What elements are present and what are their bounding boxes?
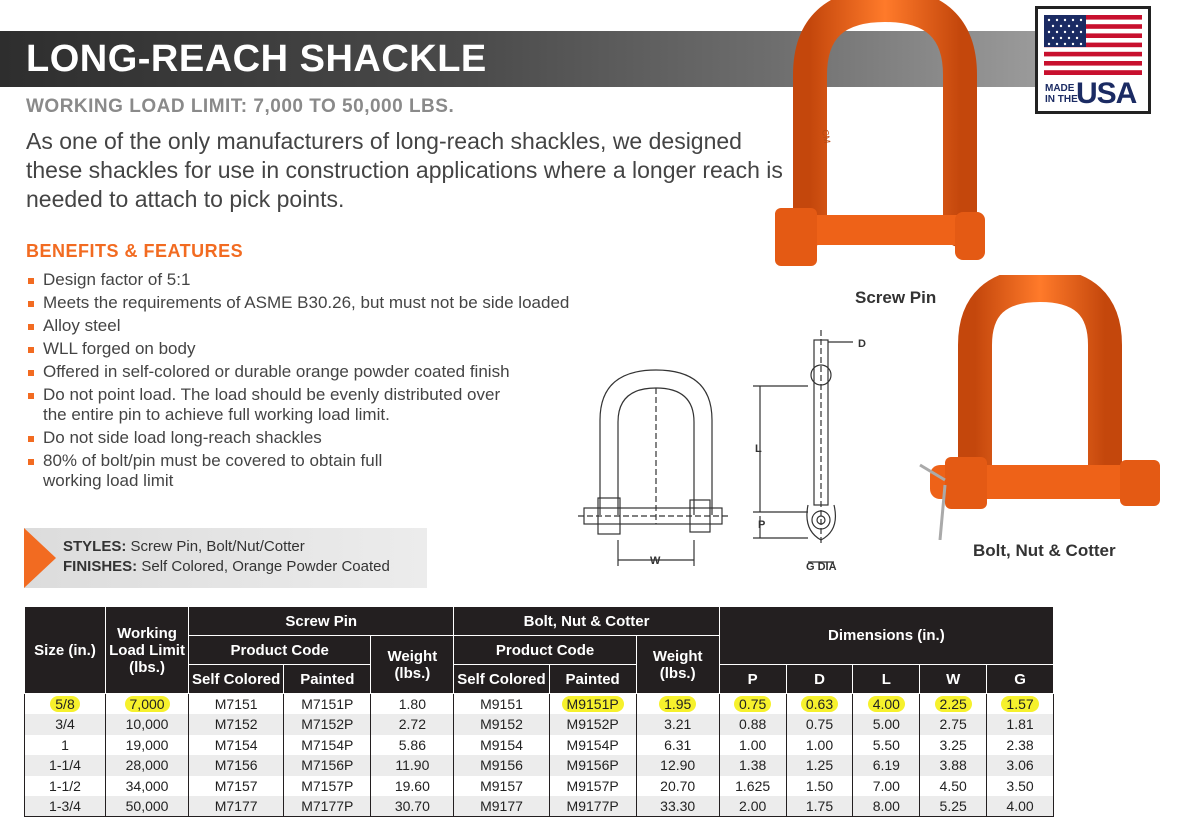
cell-value: 1.80 bbox=[398, 696, 426, 712]
col-g: G bbox=[987, 665, 1054, 694]
cell-value: 4.00 bbox=[1006, 798, 1034, 814]
table-cell-b-painted bbox=[549, 714, 636, 735]
cell-value: 1.50 bbox=[805, 777, 834, 794]
table-cell-p bbox=[719, 714, 786, 735]
table-row bbox=[25, 714, 1054, 735]
col-p: P bbox=[719, 665, 786, 694]
usa-label: USA bbox=[1076, 77, 1137, 110]
bolt-nut-cotter-shackle-image bbox=[915, 275, 1170, 540]
table-cell-d bbox=[786, 776, 853, 797]
table-cell-size bbox=[25, 694, 106, 715]
table-cell-sp-weight bbox=[371, 735, 454, 756]
list-item: Alloy steel bbox=[26, 316, 626, 336]
cell-value: 12.90 bbox=[660, 757, 696, 774]
table-cell-size bbox=[25, 714, 106, 735]
list-item: Design factor of 5:1 bbox=[26, 270, 626, 290]
table-cell-l bbox=[853, 776, 920, 797]
diagram-label-g: G DIA bbox=[806, 561, 837, 573]
col-group-dimensions: Dimensions (in.) bbox=[719, 607, 1053, 665]
cell-value: 10,000 bbox=[125, 716, 169, 733]
screw-pin-shackle-image bbox=[770, 0, 1000, 275]
table-cell-b-painted bbox=[549, 776, 636, 797]
col-group-bolt: Bolt, Nut & Cotter bbox=[454, 607, 719, 636]
cell-value: 1-1/2 bbox=[49, 777, 81, 794]
table-cell-wll bbox=[106, 776, 189, 797]
table-cell-b-painted bbox=[549, 694, 636, 715]
cell-value: M7156 bbox=[214, 757, 258, 774]
table-cell-g bbox=[987, 796, 1054, 817]
benefits-list bbox=[26, 270, 626, 494]
table-cell-sp-painted bbox=[284, 735, 371, 756]
cell-value: M9177 bbox=[480, 798, 523, 814]
diagram-label-w: W bbox=[650, 555, 661, 567]
table-cell-d bbox=[786, 735, 853, 756]
cell-value: 1.00 bbox=[805, 736, 834, 753]
table-row bbox=[25, 755, 1054, 776]
table-row bbox=[25, 694, 1054, 715]
cell-value: M9156 bbox=[480, 757, 523, 774]
col-b-product-code: Product Code bbox=[454, 636, 636, 665]
table-cell-d bbox=[786, 755, 853, 776]
col-d: D bbox=[786, 665, 853, 694]
col-group-screw-pin: Screw Pin bbox=[189, 607, 454, 636]
table-cell-sp-painted bbox=[284, 796, 371, 817]
cell-value: 1.25 bbox=[805, 757, 834, 774]
diagram-label-d: D bbox=[858, 338, 866, 350]
table-cell-g bbox=[987, 735, 1054, 756]
cell-value: 0.88 bbox=[739, 716, 767, 733]
highlighted-value: 4.00 bbox=[868, 696, 905, 712]
table-cell-p bbox=[719, 735, 786, 756]
cell-value: 6.31 bbox=[664, 736, 692, 753]
table-cell-d bbox=[786, 694, 853, 715]
cell-value: 6.19 bbox=[872, 757, 900, 774]
table-cell-p bbox=[719, 694, 786, 715]
cell-value: 1.81 bbox=[1006, 716, 1034, 733]
table-cell-g bbox=[987, 714, 1054, 735]
table-cell-sp-weight bbox=[371, 714, 454, 735]
table-cell-wll bbox=[106, 755, 189, 776]
finishes-line: FINISHES: Self Colored, Orange Powder Coated bbox=[63, 558, 390, 575]
cell-value: 2.00 bbox=[739, 798, 767, 814]
col-b-painted: Painted bbox=[549, 665, 636, 694]
table-cell-size bbox=[25, 776, 106, 797]
cell-value: M7152 bbox=[214, 716, 258, 733]
cell-value: M9152P bbox=[566, 716, 619, 733]
table-cell-sp-self bbox=[189, 776, 284, 797]
table-cell-sp-self bbox=[189, 796, 284, 817]
col-b-weight: Weight (lbs.) bbox=[636, 636, 719, 694]
cell-value: M7151P bbox=[301, 696, 354, 712]
cell-value: M7154 bbox=[214, 736, 258, 753]
table-cell-size bbox=[25, 796, 106, 817]
cell-value: 2.75 bbox=[939, 716, 967, 733]
cell-value: M7154P bbox=[301, 736, 354, 753]
table-cell-w bbox=[920, 755, 987, 776]
highlighted-value: 0.63 bbox=[801, 696, 838, 712]
table-cell-wll bbox=[106, 694, 189, 715]
cell-value: 3.21 bbox=[664, 716, 692, 733]
cell-value: 33.30 bbox=[660, 798, 696, 814]
cell-value: 5.25 bbox=[939, 798, 967, 814]
cell-value: 3.25 bbox=[939, 736, 967, 753]
table-cell-sp-self bbox=[189, 755, 284, 776]
table-cell-sp-self bbox=[189, 694, 284, 715]
col-sp-painted: Painted bbox=[284, 665, 371, 694]
table-cell-sp-self bbox=[189, 735, 284, 756]
cell-value: M9154P bbox=[566, 736, 619, 753]
cell-value: M9151 bbox=[480, 696, 523, 712]
table-cell-b-painted bbox=[549, 735, 636, 756]
cell-value: 7.00 bbox=[872, 777, 900, 794]
cell-value: 4.50 bbox=[939, 777, 967, 794]
cell-value: 30.70 bbox=[394, 798, 430, 814]
col-sp-product-code: Product Code bbox=[189, 636, 371, 665]
cell-value: M9156P bbox=[566, 757, 619, 774]
list-item: Offered in self-colored or durable orange powder coated finish bbox=[26, 362, 626, 382]
cell-value: 2.38 bbox=[1006, 736, 1034, 753]
highlighted-value: 7,000 bbox=[125, 696, 170, 712]
table-cell-b-painted bbox=[549, 796, 636, 817]
col-b-self-colored: Self Colored bbox=[454, 665, 549, 694]
cell-value: 20.70 bbox=[660, 777, 696, 794]
table-cell-p bbox=[719, 755, 786, 776]
table-cell-d bbox=[786, 796, 853, 817]
table-cell-l bbox=[853, 796, 920, 817]
cell-value: M9157 bbox=[480, 777, 523, 794]
page-title: LONG-REACH SHACKLE bbox=[26, 38, 487, 80]
made-in-label: MADE IN THE bbox=[1045, 83, 1078, 105]
highlighted-value: 5/8 bbox=[50, 696, 79, 712]
bolt-nut-cotter-caption: Bolt, Nut & Cotter bbox=[973, 541, 1116, 560]
cell-value: 5.50 bbox=[872, 736, 900, 753]
table-cell-wll bbox=[106, 796, 189, 817]
list-item: 80% of bolt/pin must be covered to obtain full working load limit bbox=[26, 451, 406, 491]
table-cell-g bbox=[987, 694, 1054, 715]
table-cell-size bbox=[25, 735, 106, 756]
highlighted-value: M9151P bbox=[562, 696, 624, 712]
cell-value: M9157P bbox=[566, 777, 619, 794]
table-cell-wll bbox=[106, 735, 189, 756]
table-cell-b-weight bbox=[636, 694, 719, 715]
highlighted-value: 1.57 bbox=[1001, 696, 1038, 712]
cell-value: M7177P bbox=[301, 798, 354, 814]
table-cell-g bbox=[987, 776, 1054, 797]
diagram-label-l: L bbox=[755, 443, 762, 455]
highlighted-value: 0.75 bbox=[734, 696, 771, 712]
list-item: WLL forged on body bbox=[26, 339, 626, 359]
table-cell-sp-weight bbox=[371, 796, 454, 817]
cell-value: 1.75 bbox=[805, 798, 834, 814]
table-cell-sp-weight bbox=[371, 755, 454, 776]
table-cell-b-weight bbox=[636, 714, 719, 735]
highlighted-value: 2.25 bbox=[935, 696, 972, 712]
cell-value: M7157P bbox=[301, 777, 354, 794]
table-cell-w bbox=[920, 776, 987, 797]
table-body bbox=[25, 694, 1054, 817]
cell-value: 50,000 bbox=[125, 798, 169, 814]
col-w: W bbox=[920, 665, 987, 694]
table-cell-sp-painted bbox=[284, 755, 371, 776]
table-cell-b-weight bbox=[636, 796, 719, 817]
table-cell-p bbox=[719, 776, 786, 797]
col-size: Size (in.) bbox=[25, 607, 106, 694]
made-in-usa-badge bbox=[1035, 6, 1151, 114]
cell-value: M9154 bbox=[480, 736, 523, 753]
table-cell-sp-painted bbox=[284, 776, 371, 797]
svg-text:CM: CM bbox=[820, 128, 833, 145]
us-flag-icon bbox=[1044, 15, 1142, 75]
cell-value: 1-1/4 bbox=[49, 757, 81, 774]
list-item: Meets the requirements of ASME B30.26, but must not be side loaded bbox=[26, 293, 626, 313]
table-cell-g bbox=[987, 755, 1054, 776]
table-cell-p bbox=[719, 796, 786, 817]
cell-value: 3.50 bbox=[1006, 777, 1034, 794]
table-cell-l bbox=[853, 714, 920, 735]
table-cell-sp-weight bbox=[371, 694, 454, 715]
table-cell-b-weight bbox=[636, 755, 719, 776]
cell-value: 1.00 bbox=[739, 736, 767, 753]
table-cell-b-self bbox=[454, 755, 549, 776]
cell-value: 11.90 bbox=[395, 757, 430, 774]
specification-table bbox=[24, 606, 1054, 817]
table-cell-b-self bbox=[454, 714, 549, 735]
col-sp-weight: Weight (lbs.) bbox=[371, 636, 454, 694]
table-cell-w bbox=[920, 735, 987, 756]
cell-value: 5.00 bbox=[872, 716, 900, 733]
table-cell-w bbox=[920, 796, 987, 817]
cell-value: 3.88 bbox=[939, 757, 967, 774]
table-cell-b-weight bbox=[636, 735, 719, 756]
cell-value: 1 bbox=[61, 736, 69, 753]
table-cell-b-self bbox=[454, 796, 549, 817]
list-item: Do not side load long-reach shackles bbox=[26, 428, 626, 448]
table-cell-sp-painted bbox=[284, 714, 371, 735]
table-cell-b-painted bbox=[549, 755, 636, 776]
benefits-heading: BENEFITS & FEATURES bbox=[26, 241, 244, 261]
table-cell-wll bbox=[106, 714, 189, 735]
table-row bbox=[25, 776, 1054, 797]
table-cell-w bbox=[920, 694, 987, 715]
cell-value: M7152P bbox=[301, 716, 354, 733]
list-item: Do not point load. The load should be evenly distributed over the entire pin to achieve full working load limit. bbox=[26, 385, 506, 425]
cell-value: M7157 bbox=[214, 777, 258, 794]
table-cell-w bbox=[920, 714, 987, 735]
cell-value: 1.625 bbox=[735, 777, 771, 794]
col-l: L bbox=[853, 665, 920, 694]
cell-value: M9177P bbox=[566, 798, 619, 814]
diagram-label-p: P bbox=[758, 519, 766, 531]
cell-value: M7177 bbox=[214, 798, 258, 814]
table-cell-l bbox=[853, 735, 920, 756]
table-row bbox=[25, 796, 1054, 817]
intro-paragraph: As one of the only manufacturers of long-reach shackles, we designed these shackles for use in construction applications where a longer reach is needed to attach to pick points. bbox=[26, 128, 783, 212]
dimension-diagram bbox=[578, 330, 878, 575]
table-cell-b-self bbox=[454, 694, 549, 715]
cell-value: 8.00 bbox=[872, 798, 900, 814]
cell-value: 0.75 bbox=[805, 716, 834, 733]
screw-pin-caption: Screw Pin bbox=[855, 288, 937, 307]
cell-value: 1.38 bbox=[739, 757, 767, 774]
table-cell-sp-weight bbox=[371, 776, 454, 797]
arrow-icon bbox=[24, 528, 56, 588]
table-cell-sp-painted bbox=[284, 694, 371, 715]
cell-value: 1-3/4 bbox=[49, 798, 81, 814]
table-cell-size bbox=[25, 755, 106, 776]
page-subtitle: WORKING LOAD LIMIT: 7,000 TO 50,000 LBS. bbox=[26, 96, 455, 117]
cell-value: 34,000 bbox=[125, 777, 169, 794]
cell-value: 19.60 bbox=[394, 777, 430, 794]
cell-value: 3/4 bbox=[55, 716, 75, 733]
table-cell-l bbox=[853, 694, 920, 715]
col-wll: Working Load Limit (lbs.) bbox=[106, 607, 189, 694]
cell-value: M7156P bbox=[301, 757, 354, 774]
cell-value: 2.72 bbox=[398, 716, 426, 733]
table-cell-l bbox=[853, 755, 920, 776]
cell-value: M9152 bbox=[480, 716, 523, 733]
cell-value: 3.06 bbox=[1006, 757, 1034, 774]
table-cell-sp-self bbox=[189, 714, 284, 735]
cell-value: 19,000 bbox=[125, 736, 169, 753]
table-cell-b-self bbox=[454, 776, 549, 797]
highlighted-value: 1.95 bbox=[659, 696, 696, 712]
table-cell-d bbox=[786, 714, 853, 735]
styles-line: STYLES: Screw Pin, Bolt/Nut/Cotter bbox=[63, 538, 305, 555]
table-row bbox=[25, 735, 1054, 756]
cell-value: M7151 bbox=[214, 696, 258, 712]
table-cell-b-self bbox=[454, 735, 549, 756]
table-cell-b-weight bbox=[636, 776, 719, 797]
cell-value: 5.86 bbox=[398, 736, 426, 753]
cell-value: 28,000 bbox=[125, 757, 169, 774]
col-sp-self-colored: Self Colored bbox=[189, 665, 284, 694]
